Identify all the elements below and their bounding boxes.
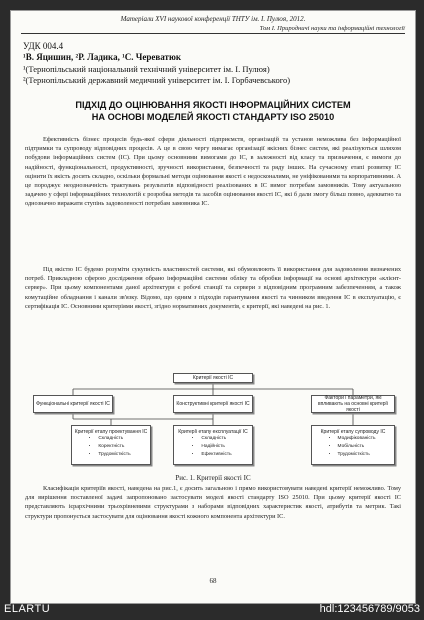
root-criteria-box	[173, 373, 253, 383]
affiliation-1: ¹(Тернопільський національний технічний університет ім. І. Пулюя)	[23, 64, 270, 74]
paragraph-3: Класифікація критеріїв якості, наведена на рис.1, є досить загальною і прямо використовувати наведені критерії неможливо. Тому для вирішення поставленої задачі запропоновано застосувати моделі якості стандарту ISO 25010. При цьому критерії якості ІС представляють ієрархічними трьохрівневими структурами з наборами відповідних характеристик якості, атрибутів та метрик. Такі структури пропонується застосувати для оцінювання якості кожного компонента архітектури ІС.	[25, 485, 401, 520]
page-number: 68	[209, 577, 217, 585]
functional-criteria-label: Функціональні критерії якості ІС	[36, 401, 110, 407]
operation-stage-criteria-title: Критерії етапу експлуатації ІС	[178, 429, 248, 435]
design-stage-criteria-list	[91, 435, 130, 459]
maintenance-stage-criteria-list	[331, 435, 376, 459]
header-rule	[21, 33, 405, 34]
criteria-item: • Складність	[201, 435, 231, 443]
handle-identifier[interactable]: hdl:123456789/9053	[319, 603, 420, 615]
paragraph-1: Ефективність бізнес процесів будь-якої сфери діяльності підприємств, організацій та установ неможлива без інформаційної підтримки та супроводу відповідних процесів. А це в свою чергу вимагає організації якісних бізнес систем, які реалізуються шляхом побудови інформаційних систем (ІС). При цьому основними вимогами до ІС, в залежності від класу та призначення, є вимоги до надійності, функціональності, продуктивності, зручності використання, безпечності та ряду інших. На сучасному етапі розвитку ІС оцінити їх якість досить складно, оскільки формальні методи оцінювання якості є недосконалими, не уніфікованими та корпоративними. А це породжує неоднозначність трактувань результатів відповідності реалізованих в ІС вимог потребам замовників. Тому актуальною задачею у сфері інформаційних технологій є розробка методів та засобів оцінювання якості ІС, які б дали змогу більш повно, адекватно та однозначно виражати ступінь задоволеності потребам замовника ІС.	[25, 136, 401, 208]
maintenance-stage-criteria-title: Критерії етапу супроводу ІС	[320, 429, 386, 435]
maintenance-stage-criteria-box	[311, 425, 395, 465]
affiliation-2: ²(Тернопільський державний медичний університет ім. І. Горбачевського)	[23, 75, 291, 85]
design-stage-criteria-box	[71, 425, 151, 465]
functional-criteria-box	[33, 395, 113, 413]
running-header-volume: Том І. Природничі науки та інформаційні технології	[259, 25, 405, 32]
factors-parameters-box	[311, 395, 395, 413]
running-header-conference: Матеріали XVI наукової конференції ТНТУ ім. І. Пулюя, 2012.	[120, 15, 306, 23]
operation-stage-criteria-box	[173, 425, 253, 465]
paper-title-line-2: НА ОСНОВІ МОДЕЛЕЙ ЯКОСТІ СТАНДАРТУ ISO 25010	[91, 112, 335, 122]
criteria-item: • Трудомісткість	[338, 451, 376, 459]
criteria-item: • Трудомісткість	[98, 451, 130, 459]
document-page	[10, 10, 416, 604]
criteria-item: • Надійність	[201, 443, 231, 451]
paragraph-2: Під якістю ІС будемо розуміти сукупність властивостей системи, які обумовлюють її використання для задоволення визначених потреб. Прикладною сферою дослідження обрано інформаційні системи обліку та обробки інформації на основі архітектури «клієнт-сервер». При цьому компонентами даної архітектури є робочі станції та сервери з відповідним програмним забезпеченням, а також комутаційне обладнання і канали зв'язку. Відомо, що одним з підходів гарантування якості та чинником введення ІС в експлуатацію, є сертифікація ІС. Основними критеріями якості, згідно нормативних документів, є критерії, які наведені на рис. 1.	[25, 266, 401, 310]
operation-stage-criteria-list	[194, 435, 231, 459]
root-criteria-label: Критерії якості ІС	[192, 375, 234, 381]
paper-title-line-1: ПІДХІД ДО ОЦІНЮВАННЯ ЯКОСТІ ІНФОРМАЦІЙНИХ СИСТЕМ	[75, 100, 351, 110]
paper-title	[25, 99, 401, 123]
quality-criteria-diagram	[11, 369, 415, 469]
criteria-item: • Складність	[98, 435, 130, 443]
authors: ¹В. Яцишин, ²Р. Ладика, ¹С. Череватюк	[23, 52, 182, 62]
criteria-item: • Модифікованість	[338, 435, 376, 443]
criteria-item: • Ефективність	[201, 451, 231, 459]
design-stage-criteria-title: Критерії етапу проектування ІС	[74, 429, 148, 435]
repository-label: ELARTU	[4, 603, 51, 615]
factors-parameters-label: Фактори і параметри, які впливають на основні критерії якості	[317, 395, 389, 413]
constructive-criteria-label: Конструктивні критерії якості ІС	[176, 401, 250, 407]
criteria-item: • Коректність	[98, 443, 130, 451]
criteria-item: • Мобільність	[338, 443, 376, 451]
udc-code: УДК 004.4	[23, 41, 64, 51]
constructive-criteria-box	[173, 395, 253, 413]
figure-caption: Рис. 1. Критерії якості ІС	[175, 474, 251, 482]
